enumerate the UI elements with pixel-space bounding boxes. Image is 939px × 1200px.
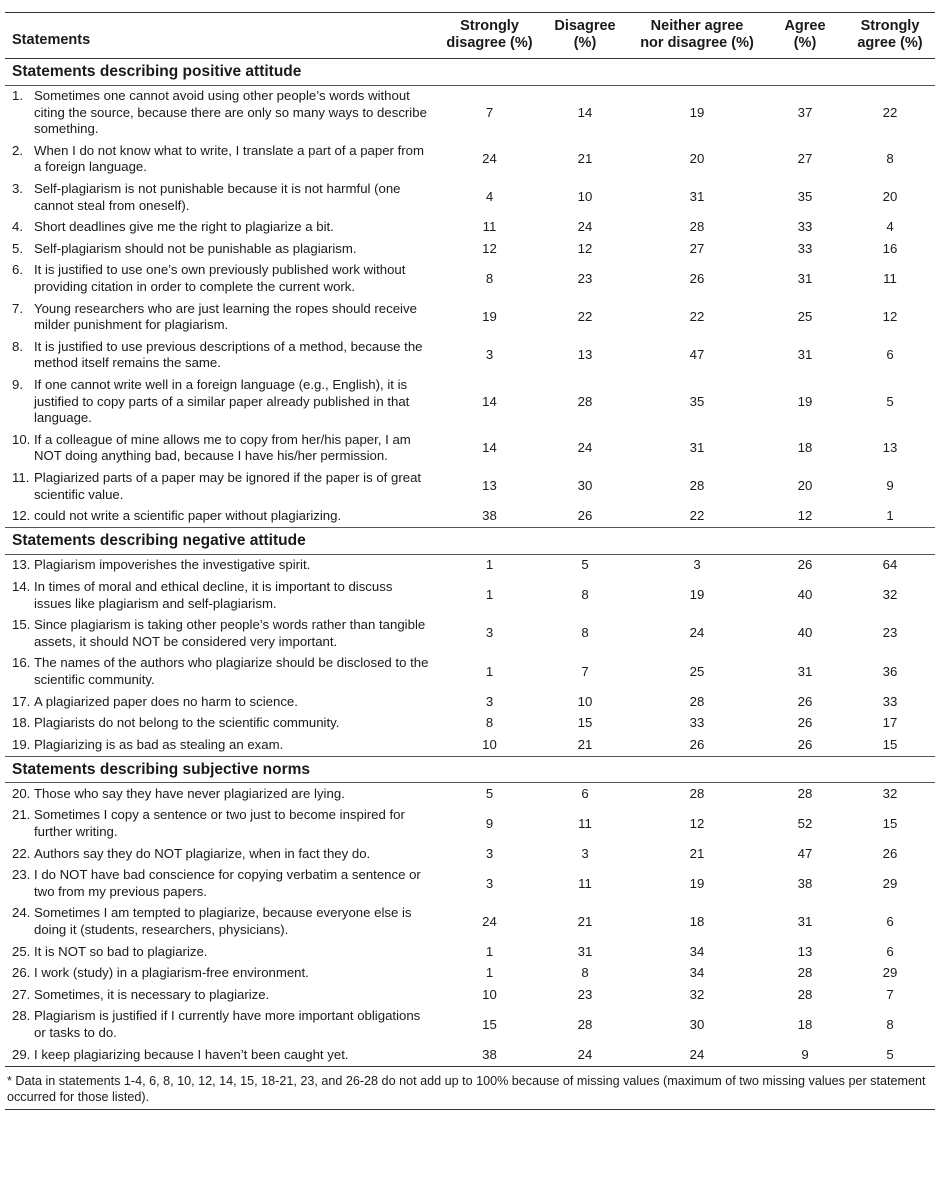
- table-row: [5, 554, 935, 576]
- statement-number: 19.: [12, 736, 31, 752]
- statement-number: 20.: [12, 785, 31, 801]
- value-cell: 22: [882, 104, 898, 120]
- value-cell: 32: [882, 785, 898, 801]
- value-cell: 34: [689, 943, 705, 959]
- header-line: Strongly: [860, 18, 920, 34]
- table-row: [5, 576, 935, 614]
- table-row: [5, 865, 935, 903]
- statement-number: 5.: [12, 240, 23, 256]
- value-cell: 28: [797, 986, 813, 1002]
- value-cell: 11: [883, 270, 897, 286]
- value-cell: 28: [797, 785, 813, 801]
- value-cell: 5: [581, 557, 589, 573]
- value-cell: 1: [485, 557, 494, 573]
- statement-cell: [5, 865, 438, 903]
- table-row: [5, 260, 935, 298]
- section-header-row: [5, 59, 935, 86]
- statement-number: 1.: [12, 88, 23, 104]
- table-row: [5, 615, 935, 653]
- value-cell: 31: [689, 189, 705, 205]
- value-cell: 15: [577, 715, 593, 731]
- value-cell: 23: [577, 986, 593, 1002]
- value-cell: 10: [577, 189, 593, 205]
- statement-text: I do NOT have bad conscience for copying verbatim a sentence or two from my previous papers.: [34, 867, 421, 899]
- statement-cell: [5, 429, 438, 467]
- statement-text: Sometimes I am tempted to plagiarize, because everyone else is doing it (students, researchers, physicians).: [34, 905, 412, 938]
- value-cell: 34: [689, 965, 705, 981]
- value-cell: 47: [689, 347, 705, 363]
- value-cell: 31: [797, 663, 813, 679]
- statement-cell: [5, 783, 438, 805]
- value-cell: 7: [581, 663, 589, 679]
- value-cell: 26: [577, 508, 593, 524]
- header-line: Neither agree: [650, 18, 744, 34]
- statement-number: 28.: [12, 1008, 31, 1024]
- value-cell: 15: [482, 1016, 497, 1032]
- statement-number: 13.: [12, 557, 31, 573]
- table-row: [5, 85, 935, 140]
- value-cell: 20: [882, 189, 898, 205]
- statement-number: 22.: [12, 845, 31, 861]
- table-row: [5, 903, 935, 941]
- value-cell: 28: [689, 219, 705, 235]
- value-cell: 19: [797, 393, 813, 409]
- value-cell: 16: [882, 240, 898, 256]
- value-cell: 36: [882, 663, 898, 679]
- value-cell: 25: [797, 308, 813, 324]
- value-cell: 3: [485, 625, 494, 641]
- value-cell: 17: [882, 715, 898, 731]
- header-col-2: [541, 13, 629, 59]
- value-cell: 25: [689, 663, 705, 679]
- statement-number: 15.: [12, 617, 31, 633]
- statement-text: Plagiarized parts of a paper may be ignored if the paper is of great scientific value.: [34, 469, 422, 502]
- value-cell: 12: [882, 308, 898, 324]
- statement-number: 4.: [12, 219, 23, 235]
- value-cell: 13: [797, 943, 813, 959]
- statement-cell: [5, 734, 438, 756]
- statement-cell: [5, 260, 438, 298]
- table-row: [5, 1044, 935, 1066]
- table-row: [5, 1006, 935, 1044]
- statement-number: 14.: [12, 578, 31, 594]
- header-line: (%): [793, 35, 817, 51]
- value-cell: 24: [577, 219, 593, 235]
- table-row: [5, 963, 935, 985]
- table-row: [5, 375, 935, 430]
- value-cell: 11: [482, 219, 497, 235]
- value-cell: 21: [689, 845, 705, 861]
- section-title: Statements describing negative attitude: [5, 528, 935, 555]
- statement-cell: [5, 1006, 438, 1044]
- statement-cell: [5, 691, 438, 713]
- value-cell: 24: [577, 1046, 593, 1062]
- statement-text: If a colleague of mine allows me to copy from her/his paper, I am NOT doing anything bad, because I have his/her permission.: [34, 431, 411, 464]
- statement-cell: [5, 576, 438, 614]
- statement-cell: [5, 179, 438, 217]
- statement-text: Sometimes, it is necessary to plagiarize.: [34, 986, 270, 1002]
- statement-number: 17.: [12, 693, 31, 709]
- statement-number: 18.: [12, 715, 31, 731]
- value-cell: 64: [882, 557, 898, 573]
- value-cell: 21: [577, 736, 593, 752]
- statement-cell: [5, 217, 438, 239]
- statement-text: In times of moral and ethical decline, it is important to discuss issues like plagiarism and self-plagiarism.: [34, 578, 393, 611]
- value-cell: 28: [689, 785, 705, 801]
- value-cell: 6: [886, 347, 894, 363]
- statement-number: 6.: [12, 262, 23, 278]
- statement-text: Those who say they have never plagiarized are lying.: [34, 785, 345, 801]
- statement-text: Short deadlines give me the right to plagiarize a bit.: [34, 219, 334, 235]
- table-body: [5, 59, 935, 1067]
- value-cell: 33: [882, 693, 898, 709]
- value-cell: 13: [882, 440, 898, 456]
- value-cell: 30: [577, 478, 593, 494]
- value-cell: 26: [689, 270, 705, 286]
- statement-text: A plagiarized paper does no harm to science.: [34, 693, 298, 709]
- statement-number: 12.: [12, 508, 31, 524]
- statement-text: When I do not know what to write, I translate a part of a paper from a foreign language.: [34, 142, 424, 175]
- statement-text: Plagiarism impoverishes the investigative spirit.: [34, 557, 311, 573]
- value-cell: 26: [797, 693, 813, 709]
- section-header-row: [5, 528, 935, 555]
- value-cell: 24: [689, 1046, 705, 1062]
- header-line: Agree: [784, 18, 826, 34]
- value-cell: 18: [689, 913, 705, 929]
- value-cell: 5: [485, 785, 494, 801]
- value-cell: 20: [797, 478, 813, 494]
- survey-table: [5, 12, 935, 1110]
- statement-cell: [5, 903, 438, 941]
- table-header: [5, 13, 935, 59]
- value-cell: 3: [485, 347, 494, 363]
- section-header-row: [5, 756, 935, 783]
- value-cell: 9: [485, 815, 494, 831]
- value-cell: 31: [577, 943, 593, 959]
- value-cell: 12: [482, 240, 497, 256]
- statement-number: 24.: [12, 905, 31, 921]
- statement-number: 7.: [12, 300, 23, 316]
- table-row: [5, 691, 935, 713]
- value-cell: 8: [886, 1016, 894, 1032]
- value-cell: 3: [485, 875, 494, 891]
- statement-cell: [5, 984, 438, 1006]
- value-cell: 22: [577, 308, 593, 324]
- value-cell: 11: [578, 875, 592, 891]
- value-cell: 28: [577, 1016, 593, 1032]
- header-col-4: [765, 13, 845, 59]
- statement-cell: [5, 615, 438, 653]
- statement-cell: [5, 713, 438, 735]
- section-title: Statements describing positive attitude: [5, 59, 935, 86]
- value-cell: 8: [581, 625, 589, 641]
- value-cell: 18: [797, 1016, 813, 1032]
- value-cell: 8: [886, 151, 894, 167]
- value-cell: 31: [797, 270, 813, 286]
- value-cell: 31: [797, 347, 813, 363]
- value-cell: 24: [689, 625, 705, 641]
- statement-cell: [5, 140, 438, 178]
- value-cell: 33: [797, 240, 813, 256]
- header-line: agree (%): [857, 35, 923, 51]
- value-cell: 28: [577, 393, 593, 409]
- table-row: [5, 734, 935, 756]
- value-cell: 38: [482, 1046, 497, 1062]
- statement-number: 23.: [12, 867, 31, 883]
- value-cell: 22: [689, 508, 705, 524]
- value-cell: 28: [689, 693, 705, 709]
- value-cell: 19: [689, 587, 705, 603]
- value-cell: 27: [689, 240, 705, 256]
- statement-text: It is justified to use one’s own previously published work without providing citation in order to complete the current work.: [34, 262, 406, 295]
- value-cell: 19: [482, 308, 497, 324]
- statement-text: Self-plagiarism should not be punishable as plagiarism.: [34, 240, 357, 256]
- value-cell: 9: [886, 478, 894, 494]
- value-cell: 26: [797, 715, 813, 731]
- statement-text: It is NOT so bad to plagiarize.: [34, 943, 208, 959]
- value-cell: 20: [689, 151, 705, 167]
- table-row: [5, 805, 935, 843]
- header-line: Strongly: [460, 18, 519, 34]
- statement-text: I keep plagiarizing because I haven’t been caught yet.: [34, 1046, 349, 1062]
- value-cell: 47: [797, 845, 813, 861]
- header-statements: [5, 13, 438, 59]
- statement-cell: [5, 467, 438, 505]
- value-cell: 1: [485, 965, 494, 981]
- value-cell: 35: [689, 393, 705, 409]
- statement-cell: [5, 1044, 438, 1066]
- value-cell: 52: [797, 815, 813, 831]
- value-cell: 29: [882, 965, 898, 981]
- table-container: [5, 0, 935, 1110]
- table-row: [5, 217, 935, 239]
- value-cell: 40: [797, 587, 813, 603]
- table-row: [5, 984, 935, 1006]
- statement-cell: [5, 238, 438, 260]
- value-cell: 32: [689, 986, 705, 1002]
- statement-text: could not write a scientific paper without plagiarizing.: [34, 508, 342, 524]
- statement-text: Young researchers who are just learning the ropes should receive milder punishment for plagiarism.: [34, 300, 417, 333]
- table-row: [5, 429, 935, 467]
- statement-cell: [5, 805, 438, 843]
- value-cell: 26: [797, 557, 813, 573]
- value-cell: 37: [797, 104, 813, 120]
- value-cell: 31: [689, 440, 705, 456]
- statement-number: 29.: [12, 1046, 31, 1062]
- statement-cell: [5, 298, 438, 336]
- table-row: [5, 467, 935, 505]
- statement-text: Self-plagiarism is not punishable because it is not harmful (one cannot steal from oneself).: [34, 181, 401, 213]
- value-cell: 12: [577, 240, 593, 256]
- section-title: Statements describing subjective norms: [5, 756, 935, 783]
- value-cell: 15: [882, 736, 898, 752]
- header-row: [5, 13, 935, 59]
- statement-text: Plagiarists do not belong to the scientific community.: [34, 715, 340, 731]
- header-col-1: [438, 13, 541, 59]
- statement-cell: [5, 375, 438, 430]
- statement-text: Plagiarizing is as bad as stealing an exam.: [34, 736, 284, 752]
- value-cell: 15: [882, 815, 898, 831]
- statement-text: Plagiarism is justified if I currently have more important obligations or tasks to do.: [34, 1008, 421, 1040]
- table-row: [5, 713, 935, 735]
- value-cell: 33: [797, 219, 813, 235]
- statement-number: 3.: [12, 181, 23, 197]
- table-row: [5, 843, 935, 865]
- value-cell: 1: [485, 943, 494, 959]
- value-cell: 3: [693, 557, 701, 573]
- statement-text: Authors say they do NOT plagiarize, when in fact they do.: [34, 845, 371, 861]
- statement-cell: [5, 653, 438, 691]
- value-cell: 7: [485, 104, 494, 120]
- statement-text: I work (study) in a plagiarism-free environment.: [34, 965, 309, 981]
- header-line: disagree (%): [446, 35, 533, 51]
- footnote: * Data in statements 1-4, 6, 8, 10, 12, 14, 15, 18-21, 23, and 26-28 do not add up to 100% because of missing values (maximum of two missing values per statement occurred for those listed).: [5, 1066, 935, 1109]
- table-row: [5, 653, 935, 691]
- value-cell: 40: [797, 625, 813, 641]
- value-cell: 14: [482, 440, 497, 456]
- value-cell: 3: [485, 845, 494, 861]
- statement-cell: [5, 963, 438, 985]
- header-line: Disagree: [554, 18, 616, 34]
- value-cell: 5: [886, 393, 894, 409]
- statement-number: 26.: [12, 965, 31, 981]
- value-cell: 24: [482, 151, 497, 167]
- value-cell: 31: [797, 913, 813, 929]
- value-cell: 29: [882, 875, 898, 891]
- value-cell: 6: [886, 943, 894, 959]
- value-cell: 26: [882, 845, 898, 861]
- value-cell: 13: [482, 478, 497, 494]
- value-cell: 1: [886, 508, 894, 524]
- value-cell: 26: [689, 736, 705, 752]
- value-cell: 33: [689, 715, 705, 731]
- value-cell: 14: [482, 393, 497, 409]
- statement-cell: [5, 941, 438, 963]
- header-line: (%): [573, 35, 597, 51]
- value-cell: 9: [801, 1046, 809, 1062]
- value-cell: 8: [485, 715, 494, 731]
- statement-text: If one cannot write well in a foreign language (e.g., English), it is justified to copy parts of a similar paper already published in that language.: [34, 377, 410, 426]
- header-line: nor disagree (%): [640, 35, 754, 51]
- table-row: [5, 941, 935, 963]
- value-cell: 4: [485, 189, 494, 205]
- value-cell: 23: [577, 270, 593, 286]
- statement-text: The names of the authors who plagiarize should be disclosed to the scientific community.: [34, 655, 429, 687]
- statement-text: It is justified to use previous descriptions of a method, because the method itself remains the same.: [34, 338, 423, 371]
- value-cell: 38: [482, 508, 497, 524]
- value-cell: 28: [797, 965, 813, 981]
- statement-cell: [5, 336, 438, 374]
- value-cell: 27: [797, 151, 813, 167]
- statement-number: 16.: [12, 655, 31, 671]
- value-cell: 12: [689, 815, 705, 831]
- statement-cell: [5, 506, 438, 528]
- statement-text: Since plagiarism is taking other people’s words rather than tangible assets, it should NOT be considered very important.: [34, 617, 426, 649]
- header-line: Statements: [12, 32, 91, 48]
- statement-number: 8.: [12, 338, 23, 354]
- value-cell: 13: [577, 347, 593, 363]
- value-cell: 3: [485, 693, 494, 709]
- value-cell: 10: [577, 693, 593, 709]
- value-cell: 4: [886, 219, 894, 235]
- value-cell: 38: [797, 875, 813, 891]
- value-cell: 22: [689, 308, 705, 324]
- statement-number: 11.: [12, 469, 30, 485]
- value-cell: 32: [882, 587, 898, 603]
- value-cell: 3: [581, 845, 589, 861]
- table-row: [5, 140, 935, 178]
- value-cell: 19: [689, 104, 705, 120]
- table-row: [5, 506, 935, 528]
- value-cell: 12: [797, 508, 813, 524]
- value-cell: 7: [886, 986, 894, 1002]
- table-row: [5, 179, 935, 217]
- value-cell: 21: [577, 151, 593, 167]
- statement-number: 27.: [12, 986, 31, 1002]
- value-cell: 11: [578, 815, 592, 831]
- value-cell: 30: [689, 1016, 705, 1032]
- statement-text: Sometimes I copy a sentence or two just to become inspired for further writing.: [34, 807, 405, 840]
- value-cell: 6: [886, 913, 894, 929]
- statement-text: Sometimes one cannot avoid using other people’s words without citing the source, because there are only so many ways to describe something.: [34, 88, 427, 137]
- value-cell: 8: [581, 965, 589, 981]
- value-cell: 1: [485, 587, 494, 603]
- statement-number: 9.: [12, 377, 23, 392]
- value-cell: 14: [577, 104, 593, 120]
- value-cell: 10: [482, 986, 497, 1002]
- value-cell: 1: [485, 663, 494, 679]
- value-cell: 8: [485, 270, 494, 286]
- table-row: [5, 783, 935, 805]
- value-cell: 19: [689, 875, 705, 891]
- value-cell: 5: [886, 1046, 894, 1062]
- table-row: [5, 298, 935, 336]
- header-col-5: [845, 13, 935, 59]
- value-cell: 26: [797, 736, 813, 752]
- value-cell: 6: [581, 785, 589, 801]
- value-cell: 35: [797, 189, 813, 205]
- value-cell: 8: [581, 587, 589, 603]
- statement-number: 10.: [12, 431, 31, 447]
- value-cell: 10: [482, 736, 497, 752]
- statement-number: 2.: [12, 142, 23, 158]
- statement-number: 25.: [12, 943, 31, 959]
- statement-cell: [5, 85, 438, 140]
- table-row: [5, 238, 935, 260]
- statement-number: 21.: [12, 807, 31, 823]
- statement-cell: [5, 843, 438, 865]
- header-col-3: [629, 13, 765, 59]
- value-cell: 24: [577, 440, 593, 456]
- table-row: [5, 336, 935, 374]
- value-cell: 28: [689, 478, 705, 494]
- value-cell: 18: [797, 440, 813, 456]
- value-cell: 21: [577, 913, 593, 929]
- statement-cell: [5, 554, 438, 576]
- value-cell: 24: [482, 913, 497, 929]
- value-cell: 23: [882, 625, 898, 641]
